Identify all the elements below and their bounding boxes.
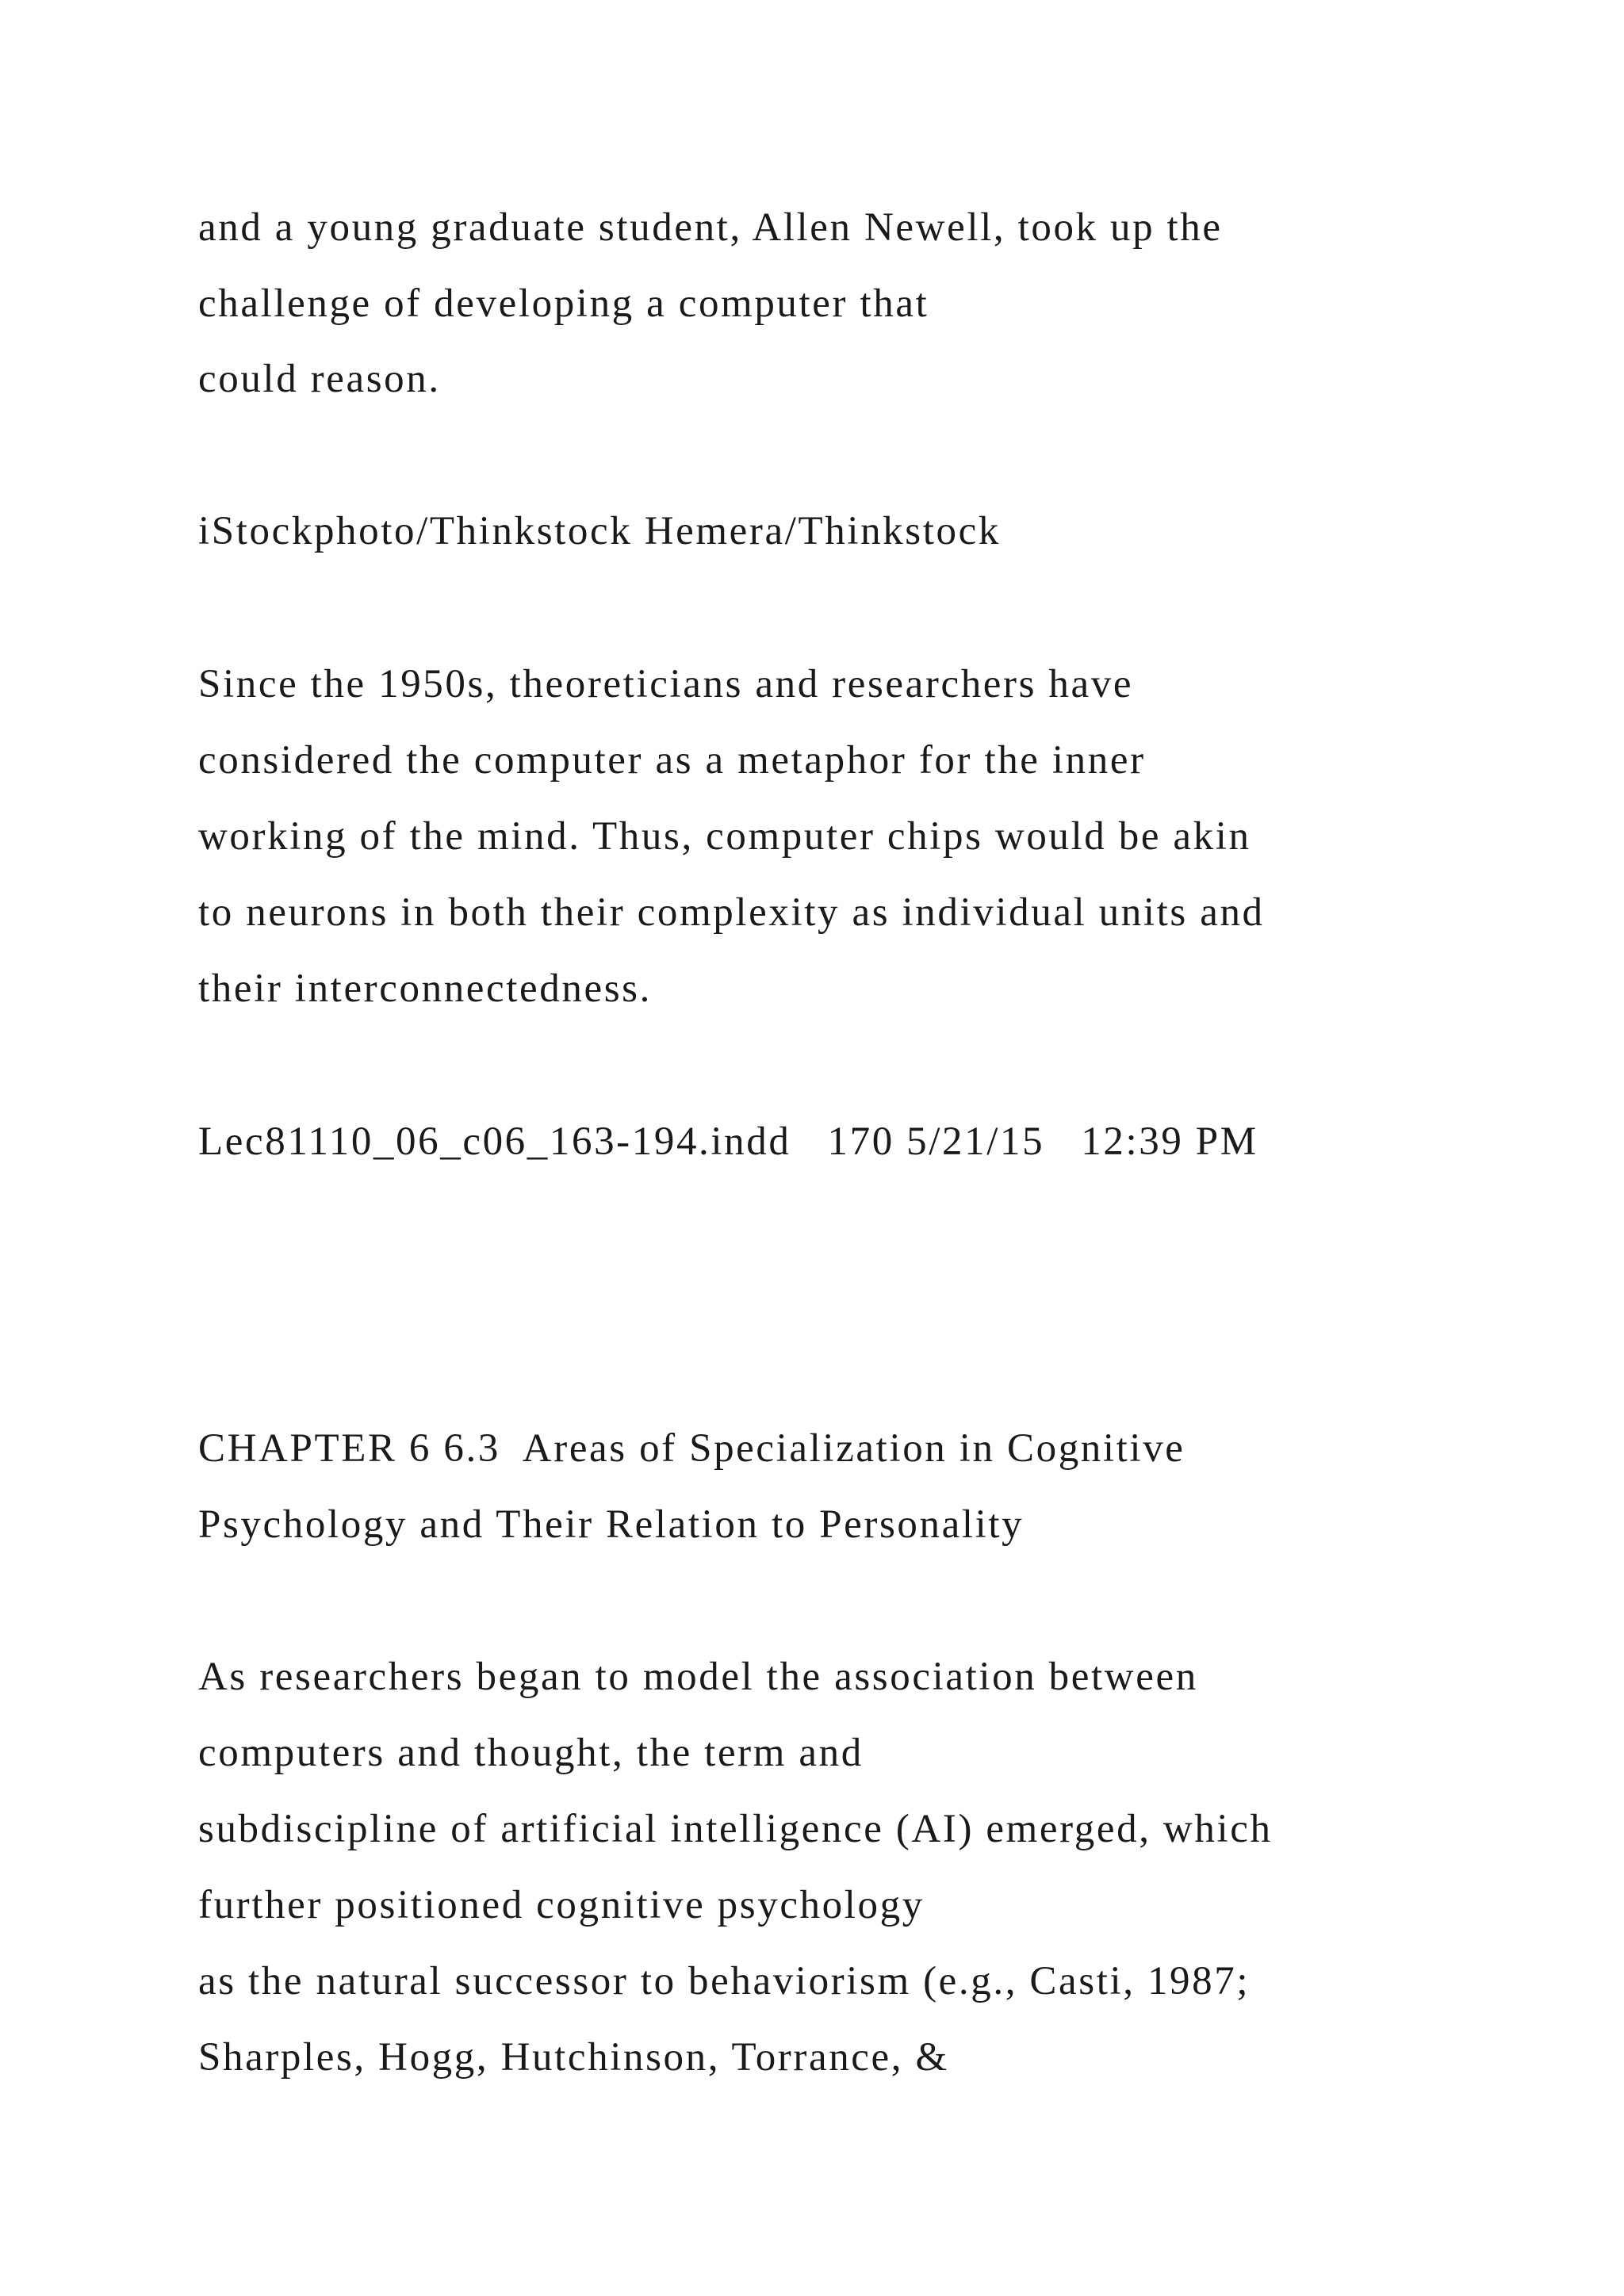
- file-info-line: Lec81110_06_c06_163-194.indd 170 5/21/15 12:39 PM: [198, 1119, 1258, 1164]
- image-credit: iStockphoto/Thinkstock Hemera/Thinkstock: [198, 509, 1001, 553]
- body-text-line: could reason.: [198, 357, 441, 401]
- body-text-line: Sharples, Hogg, Hutchinson, Torrance, &: [198, 2035, 949, 2080]
- body-text-line: subdiscipline of artificial intelligence (AI) emerged, which: [198, 1807, 1273, 1851]
- body-text-line: further positioned cognitive psychology: [198, 1883, 925, 1927]
- chapter-heading-line: Psychology and Their Relation to Personality: [198, 1502, 1025, 1547]
- body-text-line: considered the computer as a metaphor for the inner: [198, 738, 1146, 783]
- body-text-line: Since the 1950s, theoreticians and researchers have: [198, 662, 1134, 706]
- chapter-heading-line: CHAPTER 6 6.3 Areas of Specialization in Cognitive: [198, 1426, 1185, 1471]
- body-text-line: working of the mind. Thus, computer chips would be akin: [198, 814, 1251, 859]
- body-text-line: their interconnectedness.: [198, 966, 652, 1011]
- body-text-line: As researchers began to model the association between: [198, 1655, 1198, 1699]
- body-text-line: to neurons in both their complexity as individual units and: [198, 890, 1265, 935]
- body-text-line: as the natural successor to behaviorism (e.g., Casti, 1987;: [198, 1959, 1251, 2003]
- body-text-line: challenge of developing a computer that: [198, 281, 929, 326]
- body-text-line: and a young graduate student, Allen Newell, took up the: [198, 205, 1223, 250]
- body-text-line: computers and thought, the term and: [198, 1731, 864, 1775]
